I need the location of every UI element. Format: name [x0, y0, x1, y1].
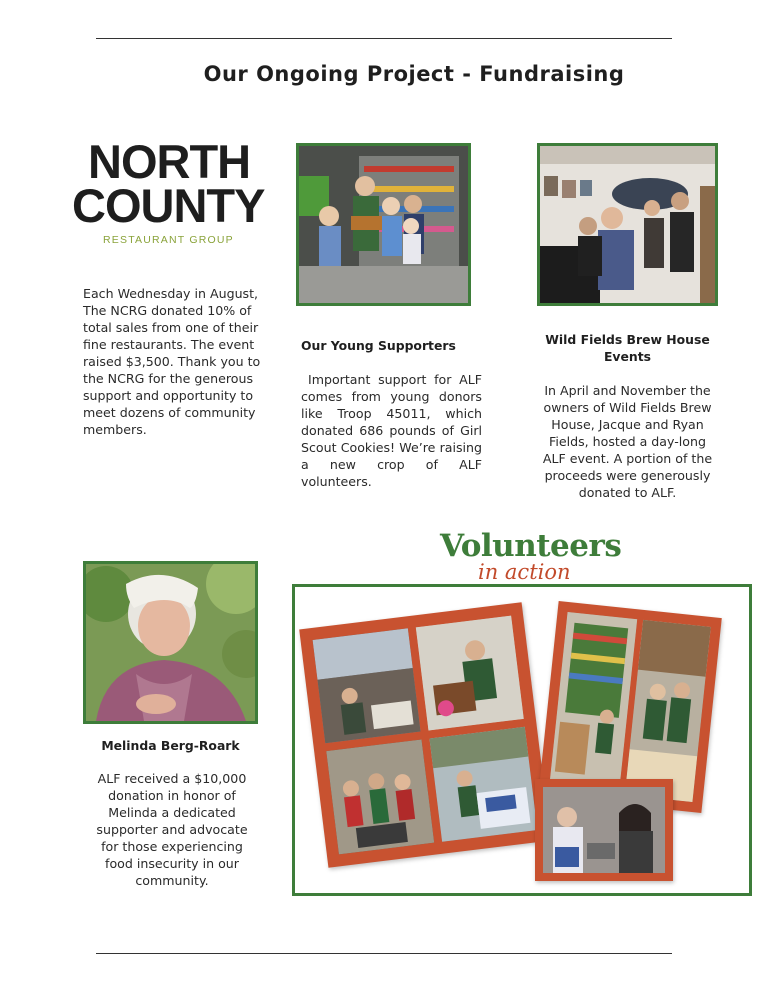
volunteer-photo-1 [313, 628, 421, 743]
volunteer-collage-bottom [535, 779, 673, 881]
brew-house-heading-line1: Wild Fields Brew House [545, 332, 710, 347]
brew-house-event-image [540, 146, 715, 303]
volunteer-photo-2 [416, 616, 524, 731]
melinda-portrait-image [86, 564, 255, 721]
volunteers-title: Volunteers [440, 528, 622, 564]
volunteer-photo-7 [543, 787, 665, 873]
volunteers-subtitle: in action [478, 560, 571, 584]
north-county-logo [72, 135, 265, 252]
top-rule [96, 38, 672, 39]
brew-house-heading [537, 331, 718, 365]
brew-house-text: In April and November the owners of Wild Fields Brew House, Jacque and Ryan Fields, hosted a day-long ALF event. A portion of the proceeds were generously donated to ALF. [542, 383, 713, 500]
young-supporters-text-body: Important support for ALF comes from young donors like Troop 45011, which donated 686 pounds of Girl Scout Cookies! We’re raising a new crop of ALF volunteers. [301, 372, 482, 489]
brew-house-photo [537, 143, 718, 306]
volunteers-collage-frame [292, 584, 752, 896]
girl-scouts-image [299, 146, 468, 303]
page-title: Our Ongoing Project - Fundraising [203, 62, 625, 86]
logo-line-north: NORTH [88, 135, 251, 188]
volunteer-photo-4 [429, 727, 537, 842]
volunteer-photo-5 [549, 612, 637, 794]
melinda-photo [83, 561, 258, 724]
brew-house-heading-line2: Events [603, 349, 652, 364]
melinda-heading: Melinda Berg-Roark [101, 738, 240, 753]
ncrg-text: Each Wednesday in August, The NCRG donated 10% of total sales from one of their fine restaurants. The event raised $3,500. Thank you to the NCRG for the generous support and opportunity to meet dozens of community members. [83, 286, 261, 437]
young-supporters-photo [296, 143, 471, 306]
logo-line-restaurant-group: RESTAURANT GROUP [103, 234, 234, 246]
logo-line-county: COUNTY [72, 179, 265, 232]
young-supporters-heading: Our Young Supporters [301, 338, 456, 353]
volunteer-photo-3 [326, 739, 434, 854]
bottom-rule [96, 953, 672, 954]
young-supporters-text [301, 371, 482, 490]
volunteer-collage-left [299, 602, 551, 868]
melinda-text: ALF received a $10,000 donation in honor of Melinda a dedicated supporter and advocate for those experiencing food insecurity in our community. [96, 771, 248, 888]
volunteer-photo-6 [625, 620, 711, 802]
